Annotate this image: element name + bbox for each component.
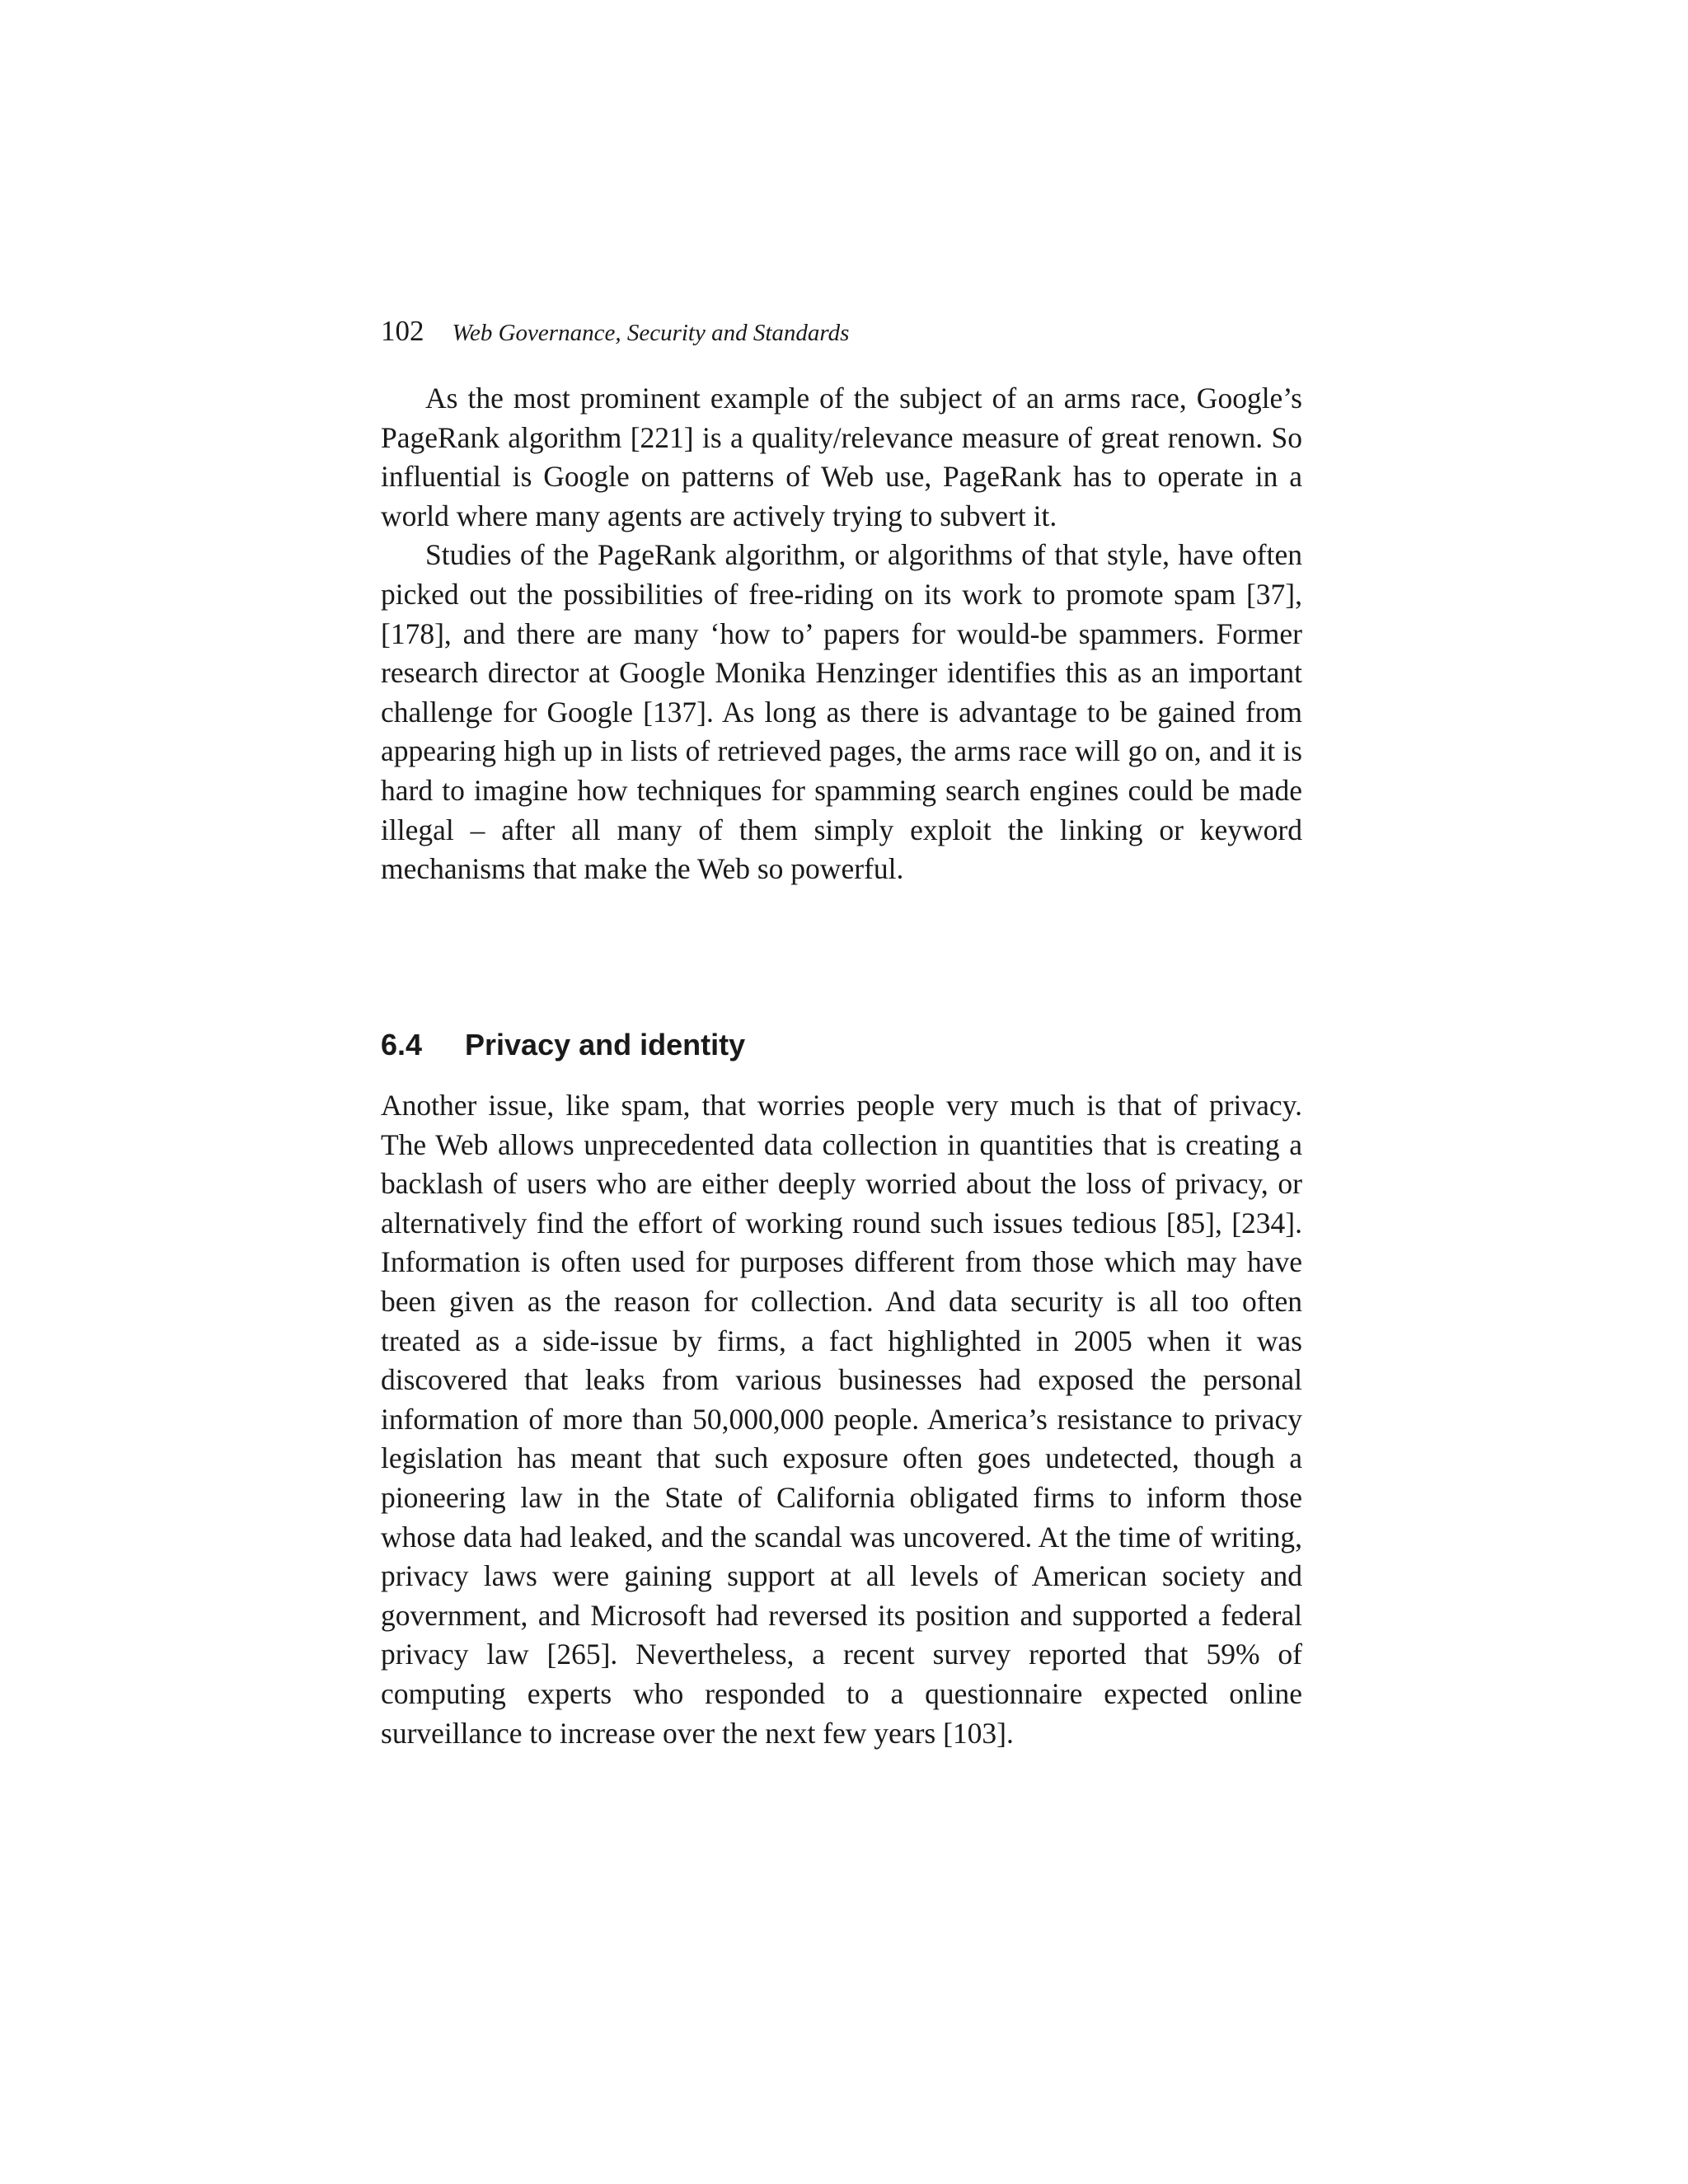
section-number: 6.4 [381,1028,423,1062]
page-number: 102 [381,315,424,347]
section-title: Privacy and identity [465,1028,746,1062]
paragraph: Another issue, like spam, that worries people very much is that of privacy. The Web allows unprecedented data collection in quantities that is creating a backlash of users who are either deeply worried about the loss of privacy, or alternatively find the effort of working round such issues tedious [85], [234]. Information is often used for purposes different from those which may have been given as the reason for collection. And data security is all too often treated as a side-issue by firms, a fact highlighted in 2005 when it was discovered that leaks from various businesses had exposed the personal information of more than 50,000,000 people. America’s resistance to privacy legislation has meant that such exposure often goes undetected, though a pioneering law in the State of California obligated firms to inform those whose data had leaked, and the scandal was uncovered. At the time of writing, privacy laws were gaining support at all levels of American society and government, and Microsoft had reversed its position and supported a federal privacy law [265]. Nevertheless, a recent survey reported that 59% of computing experts who responded to a questionnaire expected online surveillance to increase over the next few years [103]. [381,1089,1302,1750]
body-text [381,379,1302,889]
section-body-text [381,1086,1302,1753]
running-title: Web Governance, Security and Standards [452,320,850,346]
paragraph: As the most prominent example of the subject of an arms race, Google’s PageRank algorithm [221] is a quality/relevance measure of great renown. So influential is Google on patterns of Web use, PageRank has to operate in a world where many agents are actively trying to subvert it. [381,382,1302,532]
running-head [381,315,1304,354]
section-heading [381,1022,1302,1068]
paragraph: Studies of the PageRank algorithm, or algorithms of that style, have often picked out the possibilities of free-riding on its work to promote spam [37], [178], and there are many ‘how to’ papers for would-be spammers. Former research director at Google Monika Henzinger identifies this as an important challenge for Google [137]. As long as there is advantage to be gained from appearing high up in lists of retrieved pages, the arms race will go on, and it is hard to imagine how techniques for spamming search engines could be made illegal – after all many of them simply exploit the linking or keyword mechanisms that make the Web so powerful. [381,538,1302,886]
